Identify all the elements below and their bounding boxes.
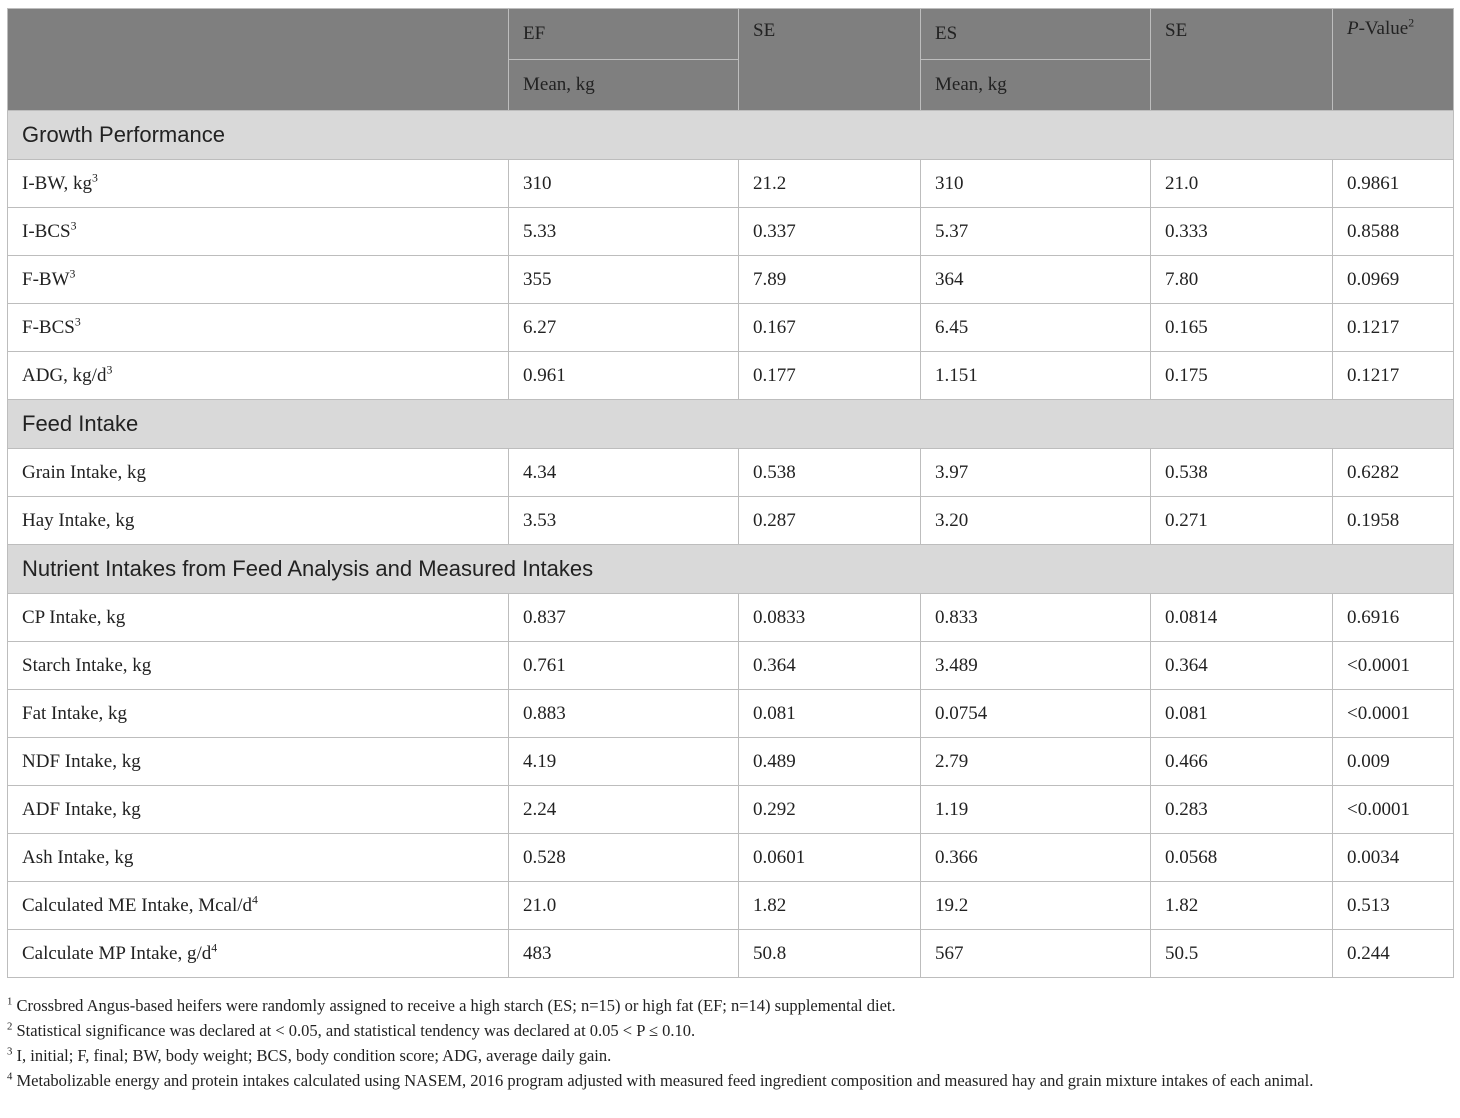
ef-se-cell: 0.337 — [739, 208, 921, 256]
p-value-cell: 0.8588 — [1333, 208, 1454, 256]
row-label-footnote-ref: 3 — [106, 363, 113, 377]
p-value-cell: 0.244 — [1333, 930, 1454, 978]
table-row — [8, 208, 1454, 256]
es-se-cell: 21.0 — [1151, 160, 1333, 208]
ef-mean-cell: 4.34 — [509, 449, 739, 497]
table-row — [8, 352, 1454, 400]
footnotes — [7, 993, 1453, 1093]
table-row — [8, 304, 1454, 352]
ef-se-cell: 0.0833 — [739, 594, 921, 642]
es-mean-cell: 310 — [921, 160, 1151, 208]
header-blank-cell — [8, 9, 509, 111]
p-value-cell: 0.6282 — [1333, 449, 1454, 497]
es-se-cell: 50.5 — [1151, 930, 1333, 978]
footnote — [7, 993, 1453, 1018]
es-se-cell: 1.82 — [1151, 882, 1333, 930]
row-label: Calculated ME Intake, Mcal/d — [22, 894, 253, 916]
ef-se-cell: 0.489 — [739, 738, 921, 786]
header-se-ef: SE — [739, 9, 921, 111]
row-label-cell — [8, 786, 509, 834]
footnote — [7, 1043, 1453, 1068]
table-row — [8, 594, 1454, 642]
row-label: Fat Intake, kg — [22, 702, 128, 724]
row-label-cell — [8, 882, 509, 930]
es-mean-cell: 3.489 — [921, 642, 1151, 690]
es-mean-cell: 1.151 — [921, 352, 1151, 400]
footnote-text: I, initial; F, final; BW, body weight; BCS, body condition score; ADG, average daily gain. — [16, 1046, 612, 1065]
header-p-value — [1333, 9, 1454, 111]
es-se-cell: 0.165 — [1151, 304, 1333, 352]
ef-se-cell: 21.2 — [739, 160, 921, 208]
p-value-cell: 0.0034 — [1333, 834, 1454, 882]
footnote-number: 3 — [7, 1045, 13, 1058]
row-label-cell — [8, 449, 509, 497]
es-mean-cell: 6.45 — [921, 304, 1151, 352]
row-label: Ash Intake, kg — [22, 846, 134, 868]
p-value-cell: 0.1958 — [1333, 497, 1454, 545]
ef-se-cell: 50.8 — [739, 930, 921, 978]
ef-mean-cell: 0.961 — [509, 352, 739, 400]
row-label-cell — [8, 930, 509, 978]
row-label-cell — [8, 594, 509, 642]
ef-se-cell: 0.538 — [739, 449, 921, 497]
row-label-cell — [8, 304, 509, 352]
p-value-cell: 0.6916 — [1333, 594, 1454, 642]
footnote — [7, 1018, 1453, 1043]
es-mean-cell: 0.366 — [921, 834, 1151, 882]
table-row — [8, 930, 1454, 978]
ef-se-cell: 0.364 — [739, 642, 921, 690]
ef-mean-cell: 0.761 — [509, 642, 739, 690]
table-body — [8, 111, 1454, 978]
p-value-cell: 0.9861 — [1333, 160, 1454, 208]
es-se-cell: 0.0814 — [1151, 594, 1333, 642]
row-label: Starch Intake, kg — [22, 654, 152, 676]
row-label-footnote-ref: 3 — [69, 267, 76, 281]
row-label-cell — [8, 497, 509, 545]
header-se-es: SE — [1151, 9, 1333, 111]
p-value-cell: 0.009 — [1333, 738, 1454, 786]
ef-se-cell: 0.0601 — [739, 834, 921, 882]
ef-se-cell: 0.081 — [739, 690, 921, 738]
header-p-italic: P — [1347, 18, 1359, 39]
ef-se-cell: 0.177 — [739, 352, 921, 400]
row-label-cell — [8, 642, 509, 690]
p-value-cell: 0.513 — [1333, 882, 1454, 930]
section-row — [8, 400, 1454, 449]
table-row — [8, 690, 1454, 738]
section-title: Feed Intake — [8, 400, 1454, 449]
footnote-number: 2 — [7, 1020, 13, 1033]
row-label-cell — [8, 690, 509, 738]
es-mean-cell: 2.79 — [921, 738, 1151, 786]
es-se-cell: 7.80 — [1151, 256, 1333, 304]
footnote-text: Statistical significance was declared at < 0.05, and statistical tendency was declared at 0.05 < P ≤ 0.10. — [16, 1021, 696, 1040]
footnote-number: 4 — [7, 1070, 13, 1083]
ef-mean-cell: 6.27 — [509, 304, 739, 352]
ef-se-cell: 1.82 — [739, 882, 921, 930]
row-label: I-BW, kg — [22, 172, 93, 194]
header-es-mean: Mean, kg — [921, 60, 1151, 111]
section-row — [8, 111, 1454, 160]
es-mean-cell: 1.19 — [921, 786, 1151, 834]
footnote — [7, 1068, 1453, 1093]
ef-mean-cell: 4.19 — [509, 738, 739, 786]
es-se-cell: 0.0568 — [1151, 834, 1333, 882]
row-label-cell — [8, 738, 509, 786]
row-label-footnote-ref: 4 — [211, 941, 218, 955]
ef-se-cell: 0.167 — [739, 304, 921, 352]
es-se-cell: 0.081 — [1151, 690, 1333, 738]
es-se-cell: 0.538 — [1151, 449, 1333, 497]
ef-se-cell: 0.292 — [739, 786, 921, 834]
row-label: Hay Intake, kg — [22, 509, 135, 531]
es-mean-cell: 567 — [921, 930, 1151, 978]
footnote-text: Metabolizable energy and protein intakes calculated using NASEM, 2016 program adjusted with measured feed ingredient composition and measured hay and grain mixture intakes of each animal. — [16, 1071, 1314, 1090]
es-se-cell: 0.271 — [1151, 497, 1333, 545]
es-se-cell: 0.175 — [1151, 352, 1333, 400]
ef-se-cell: 7.89 — [739, 256, 921, 304]
ef-mean-cell: 483 — [509, 930, 739, 978]
es-mean-cell: 3.20 — [921, 497, 1151, 545]
header-p-sup: 2 — [1408, 16, 1415, 30]
results-table — [7, 8, 1454, 978]
row-label: CP Intake, kg — [22, 606, 126, 628]
row-label-cell — [8, 834, 509, 882]
es-se-cell: 0.333 — [1151, 208, 1333, 256]
ef-mean-cell: 355 — [509, 256, 739, 304]
row-label-footnote-ref: 3 — [70, 219, 77, 233]
table-row — [8, 834, 1454, 882]
table-row — [8, 160, 1454, 208]
row-label-footnote-ref: 3 — [74, 315, 81, 329]
es-mean-cell: 5.37 — [921, 208, 1151, 256]
ef-mean-cell: 310 — [509, 160, 739, 208]
es-mean-cell: 3.97 — [921, 449, 1151, 497]
header-ef: EF — [509, 9, 739, 60]
header-p-rest: -Value — [1358, 18, 1409, 39]
es-mean-cell: 0.0754 — [921, 690, 1151, 738]
row-label: I-BCS — [22, 220, 71, 242]
ef-mean-cell: 0.883 — [509, 690, 739, 738]
es-mean-cell: 0.833 — [921, 594, 1151, 642]
row-label-cell — [8, 256, 509, 304]
ef-mean-cell: 21.0 — [509, 882, 739, 930]
row-label-footnote-ref: 4 — [252, 893, 258, 907]
table-row — [8, 256, 1454, 304]
es-se-cell: 0.466 — [1151, 738, 1333, 786]
row-label: NDF Intake, kg — [22, 750, 141, 772]
p-value-cell: <0.0001 — [1333, 690, 1454, 738]
section-row — [8, 545, 1454, 594]
ef-mean-cell: 0.528 — [509, 834, 739, 882]
es-mean-cell: 19.2 — [921, 882, 1151, 930]
row-label-cell — [8, 208, 509, 256]
row-label: Calculate MP Intake, g/d — [22, 942, 212, 964]
row-label: F-BW — [22, 268, 70, 290]
header-ef-mean: Mean, kg — [509, 60, 739, 111]
table-row — [8, 738, 1454, 786]
es-mean-cell: 364 — [921, 256, 1151, 304]
ef-mean-cell: 2.24 — [509, 786, 739, 834]
section-title: Growth Performance — [8, 111, 1454, 160]
row-label: Grain Intake, kg — [22, 461, 146, 483]
table-row — [8, 449, 1454, 497]
row-label: ADG, kg/d — [22, 364, 107, 386]
row-label: F-BCS — [22, 316, 75, 338]
ef-mean-cell: 3.53 — [509, 497, 739, 545]
ef-se-cell: 0.287 — [739, 497, 921, 545]
ef-mean-cell: 5.33 — [509, 208, 739, 256]
ef-mean-cell: 0.837 — [509, 594, 739, 642]
table-row — [8, 882, 1454, 930]
row-label-footnote-ref: 3 — [92, 171, 98, 185]
p-value-cell: 0.0969 — [1333, 256, 1454, 304]
es-se-cell: 0.283 — [1151, 786, 1333, 834]
table-row — [8, 642, 1454, 690]
footnote-text: Crossbred Angus-based heifers were randomly assigned to receive a high starch (ES; n=15) or high fat (EF; n=14) supplemental diet. — [16, 996, 896, 1015]
section-title: Nutrient Intakes from Feed Analysis and Measured Intakes — [8, 545, 1454, 594]
header-es: ES — [921, 9, 1151, 60]
p-value-cell: 0.1217 — [1333, 304, 1454, 352]
footnote-number: 1 — [7, 995, 13, 1008]
p-value-cell: <0.0001 — [1333, 786, 1454, 834]
es-se-cell: 0.364 — [1151, 642, 1333, 690]
table-header — [8, 9, 1454, 111]
row-label-cell — [8, 160, 509, 208]
row-label: ADF Intake, kg — [22, 798, 141, 820]
p-value-cell: 0.1217 — [1333, 352, 1454, 400]
p-value-cell: <0.0001 — [1333, 642, 1454, 690]
table-row — [8, 786, 1454, 834]
row-label-cell — [8, 352, 509, 400]
table-row — [8, 497, 1454, 545]
